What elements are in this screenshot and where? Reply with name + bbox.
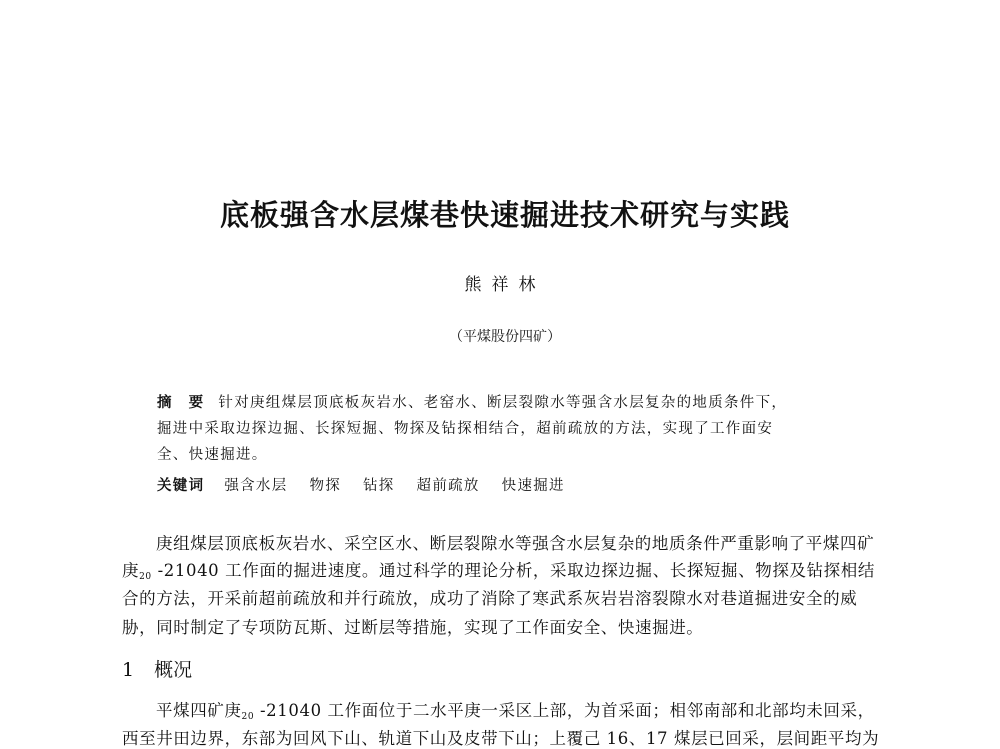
abstract-text: 掘进中采取边探边掘、长探短掘、物探及钻探相结合，超前疏放的方法，实现了工作面安 [157, 421, 774, 437]
abstract-line [157, 391, 787, 412]
affiliation: （平煤股份四矿） [449, 329, 561, 345]
paper-title: 底板强含水层煤巷快速掘进技术研究与实践 [219, 198, 790, 232]
text: -21040 工作面位于二水平庚一采区上部，为首采面；相邻南部和北部均未回采， [254, 701, 875, 720]
body-text [122, 557, 875, 582]
keywords-line [157, 474, 581, 495]
abstract-text: 全、快速掘进。 [157, 447, 268, 463]
section-heading [122, 655, 192, 682]
text: 庚 [122, 561, 140, 580]
keyword: 物探 [309, 478, 342, 494]
subscript: 20 [139, 572, 152, 582]
abstract-label: 摘 要 [157, 394, 205, 411]
subscript: 20 [241, 712, 255, 722]
section-number: 1 [122, 659, 135, 681]
keywords-label: 关键词 [157, 477, 205, 494]
body-text: 西至井田边界，东部为回风下山、轨道下山及皮带下山；上覆己 16、17 煤层已回采，层间距平均为 [122, 729, 880, 748]
abstract-text: 针对庚组煤层顶底板灰岩水、老窑水、断层裂隙水等强含水层复杂的地质条件下， [218, 395, 788, 411]
section-title: 概况 [154, 659, 193, 681]
text: 平煤四矿庚 [156, 701, 242, 720]
body-text: 合的方法，开采前超前疏放和并行疏放，成功了消除了寒武系灰岩岩溶裂隙水对巷道掘进安全的威 [122, 589, 858, 608]
author: 熊祥林 [464, 275, 546, 295]
keyword: 钻探 [362, 478, 395, 494]
body-text: 胁，同时制定了专项防瓦斯、过断层等措施，实现了工作面安全、快速掘进。 [122, 618, 704, 637]
body-text [156, 697, 875, 722]
keyword: 超前疏放 [416, 478, 480, 494]
keyword: 快速掘进 [501, 478, 565, 494]
body-text: 庚组煤层顶底板灰岩水、采空区水、断层裂隙水等强含水层复杂的地质条件严重影响了平煤四矿 [156, 534, 875, 553]
keyword: 强含水层 [224, 478, 288, 494]
text: -21040 工作面的掘进速度。通过科学的理论分析，采取边探边掘、长探短掘、物探及钻探相结 [151, 561, 875, 580]
